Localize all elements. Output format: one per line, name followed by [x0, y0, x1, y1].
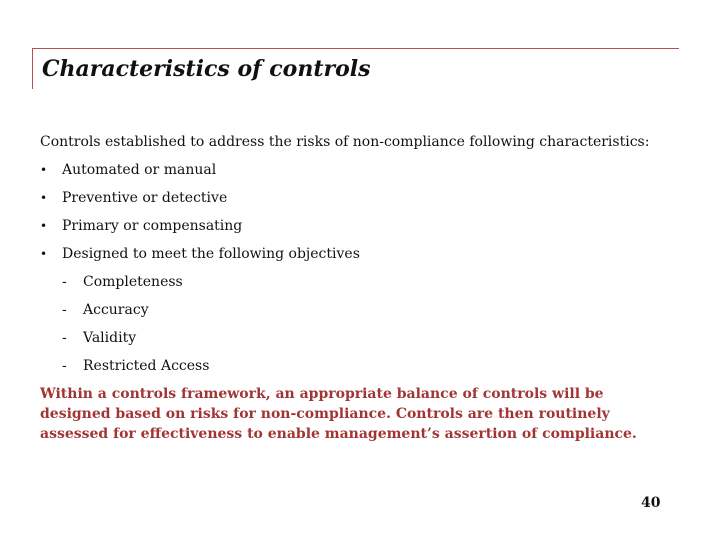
sub-text: Validity	[83, 330, 137, 346]
bullet-marker: •	[40, 247, 48, 261]
bullet-item	[40, 244, 360, 272]
sub-marker: -	[62, 302, 67, 318]
bullet-item	[40, 160, 360, 188]
bullet-text: Designed to meet the following objectives	[62, 246, 360, 262]
sub-list	[62, 272, 209, 384]
bullet-item	[40, 188, 360, 216]
slide-title: Characteristics of controls	[42, 56, 371, 82]
bullet-item	[40, 216, 360, 244]
sub-item	[62, 356, 209, 384]
conclusion-line: designed based on risks for non-compliance. Controls are then routinely	[40, 406, 610, 422]
bullet-text: Preventive or detective	[62, 190, 228, 206]
sub-item	[62, 328, 209, 356]
conclusion-line: assessed for effectiveness to enable management’s assertion of compliance.	[40, 426, 637, 442]
conclusion-line: Within a controls framework, an appropriate balance of controls will be	[40, 386, 604, 402]
bullet-text: Primary or compensating	[62, 218, 243, 234]
page-number: 40	[641, 495, 661, 511]
sub-item	[62, 272, 209, 300]
bullet-text: Automated or manual	[62, 162, 217, 178]
sub-text: Accuracy	[83, 302, 149, 318]
bullet-list	[40, 160, 360, 272]
sub-marker: -	[62, 330, 67, 346]
sub-text: Restricted Access	[83, 358, 210, 374]
sub-text: Completeness	[83, 274, 183, 290]
sub-marker: -	[62, 274, 67, 290]
sub-marker: -	[62, 358, 67, 374]
bullet-marker: •	[40, 219, 48, 233]
bullet-marker: •	[40, 191, 48, 205]
intro-text: Controls established to address the risks of non-compliance following characteristics:	[40, 134, 650, 150]
conclusion-text	[40, 384, 676, 444]
bullet-marker: •	[40, 163, 48, 177]
sub-item	[62, 300, 209, 328]
